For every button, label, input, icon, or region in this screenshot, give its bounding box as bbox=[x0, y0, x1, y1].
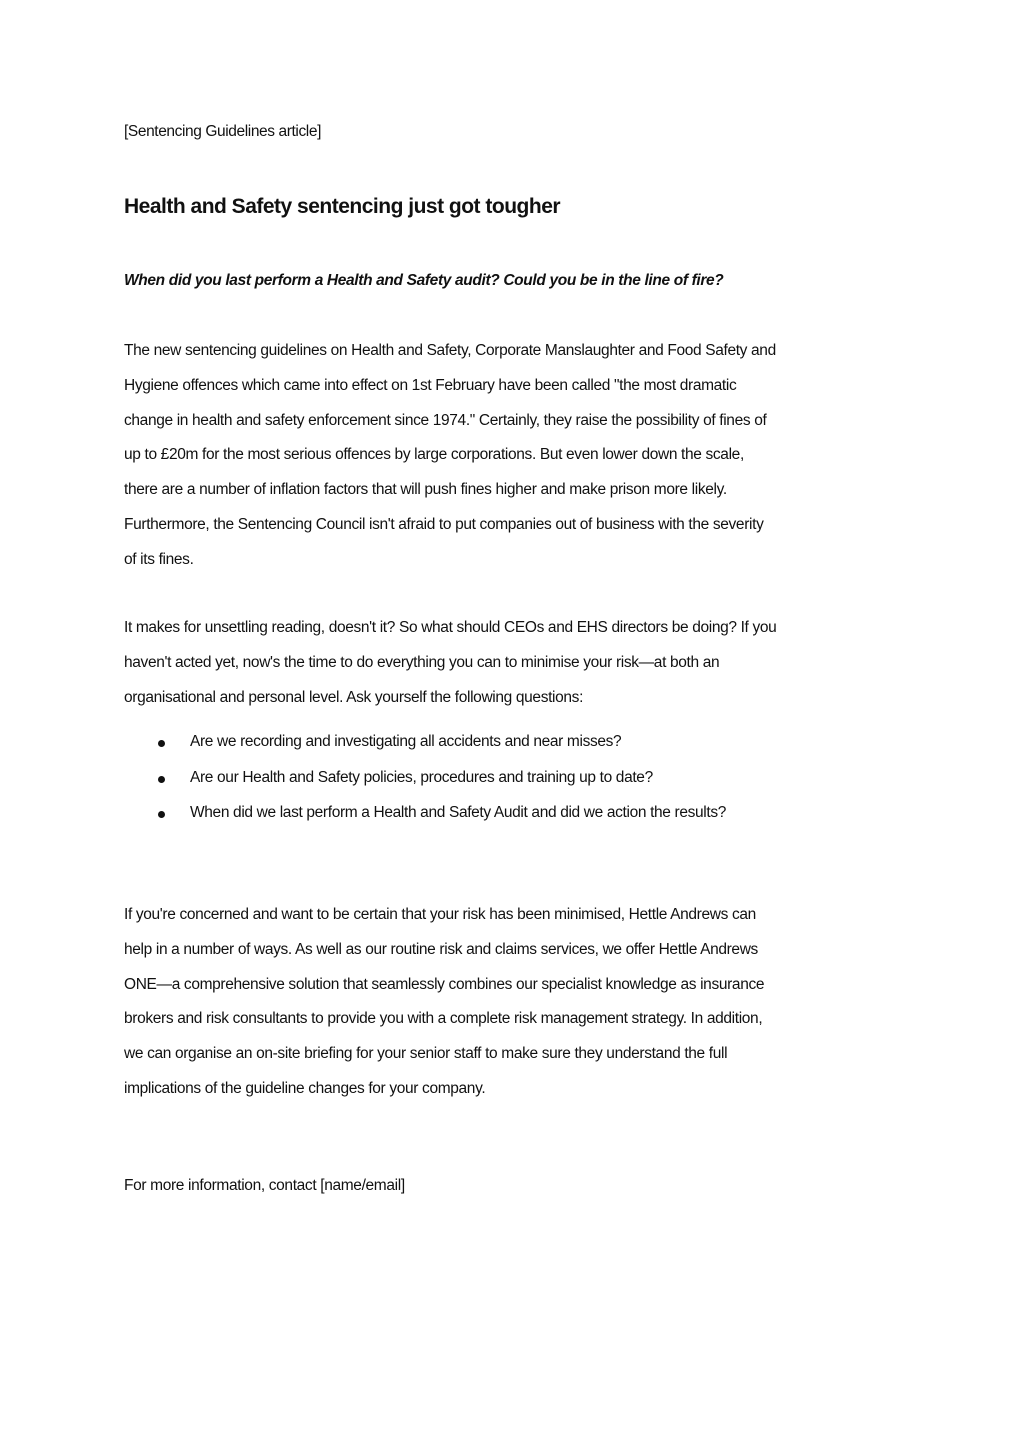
paragraph-line: If you're concerned and want to be certain that your risk has been minimised, Hettle Andrews can bbox=[124, 906, 756, 923]
list-item-text: Are we recording and investigating all accidents and near misses? bbox=[190, 733, 622, 750]
list-item bbox=[124, 804, 726, 840]
paragraph-line: change in health and safety enforcement since 1974." Certainly, they raise the possibility of fines of bbox=[124, 411, 767, 429]
paragraph-line: haven't acted yet, now's the time to do everything you can to minimise your risk—at both an bbox=[124, 653, 720, 671]
paragraph-line: Furthermore, the Sentencing Council isn't afraid to put companies out of business with the severity bbox=[124, 515, 764, 533]
paragraph-line: of its fines. bbox=[124, 550, 194, 568]
paragraph-line: help in a number of ways. As well as our routine risk and claims services, we offer Hettle Andrews bbox=[124, 940, 758, 958]
paragraph-line: Hygiene offences which came into effect on 1st February have been called "the most dramatic bbox=[124, 376, 737, 394]
paragraph-line: up to £20m for the most serious offences by large corporations. But even lower down the scale, bbox=[124, 446, 744, 464]
paragraph-intro bbox=[124, 334, 900, 578]
list-item bbox=[124, 769, 726, 805]
paragraph-offer bbox=[124, 898, 900, 1107]
paragraph-questions-intro bbox=[124, 611, 900, 715]
list-item bbox=[124, 733, 726, 769]
paragraph-line: ONE—a comprehensive solution that seamlessly combines our specialist knowledge as insurance bbox=[124, 975, 765, 993]
paragraph-line: we can organise an on-site briefing for your senior staff to make sure they understand the full bbox=[124, 1045, 728, 1063]
paragraph-line: It makes for unsettling reading, doesn't it? So what should CEOs and EHS directors be doing? If you bbox=[124, 619, 777, 636]
bullet-icon bbox=[158, 811, 165, 818]
question-list bbox=[124, 733, 726, 840]
bullet-icon bbox=[158, 776, 165, 783]
article-headline: Health and Safety sentencing just got tougher bbox=[124, 195, 561, 218]
paragraph-contact bbox=[124, 1169, 900, 1204]
list-item-text: When did we last perform a Health and Safety Audit and did we action the results? bbox=[190, 804, 727, 821]
list-item-text: Are our Health and Safety policies, procedures and training up to date? bbox=[190, 768, 653, 786]
article-standfirst: When did you last perform a Health and Safety audit? Could you be in the line of fire? bbox=[124, 272, 724, 289]
paragraph-line: organisational and personal level. Ask yourself the following questions: bbox=[124, 688, 584, 706]
article-tag: [Sentencing Guidelines article] bbox=[124, 123, 321, 140]
paragraph-line: there are a number of inflation factors that will push fines higher and make prison more likely. bbox=[124, 481, 727, 499]
paragraph-line: brokers and risk consultants to provide you with a complete risk management strategy. In addition, bbox=[124, 1010, 763, 1028]
paragraph-line: The new sentencing guidelines on Health and Safety, Corporate Manslaughter and Food Safety and bbox=[124, 342, 776, 359]
paragraph-line: implications of the guideline changes for your company. bbox=[124, 1079, 486, 1097]
bullet-icon bbox=[158, 740, 165, 747]
paragraph-line: For more information, contact [name/email] bbox=[124, 1177, 405, 1194]
